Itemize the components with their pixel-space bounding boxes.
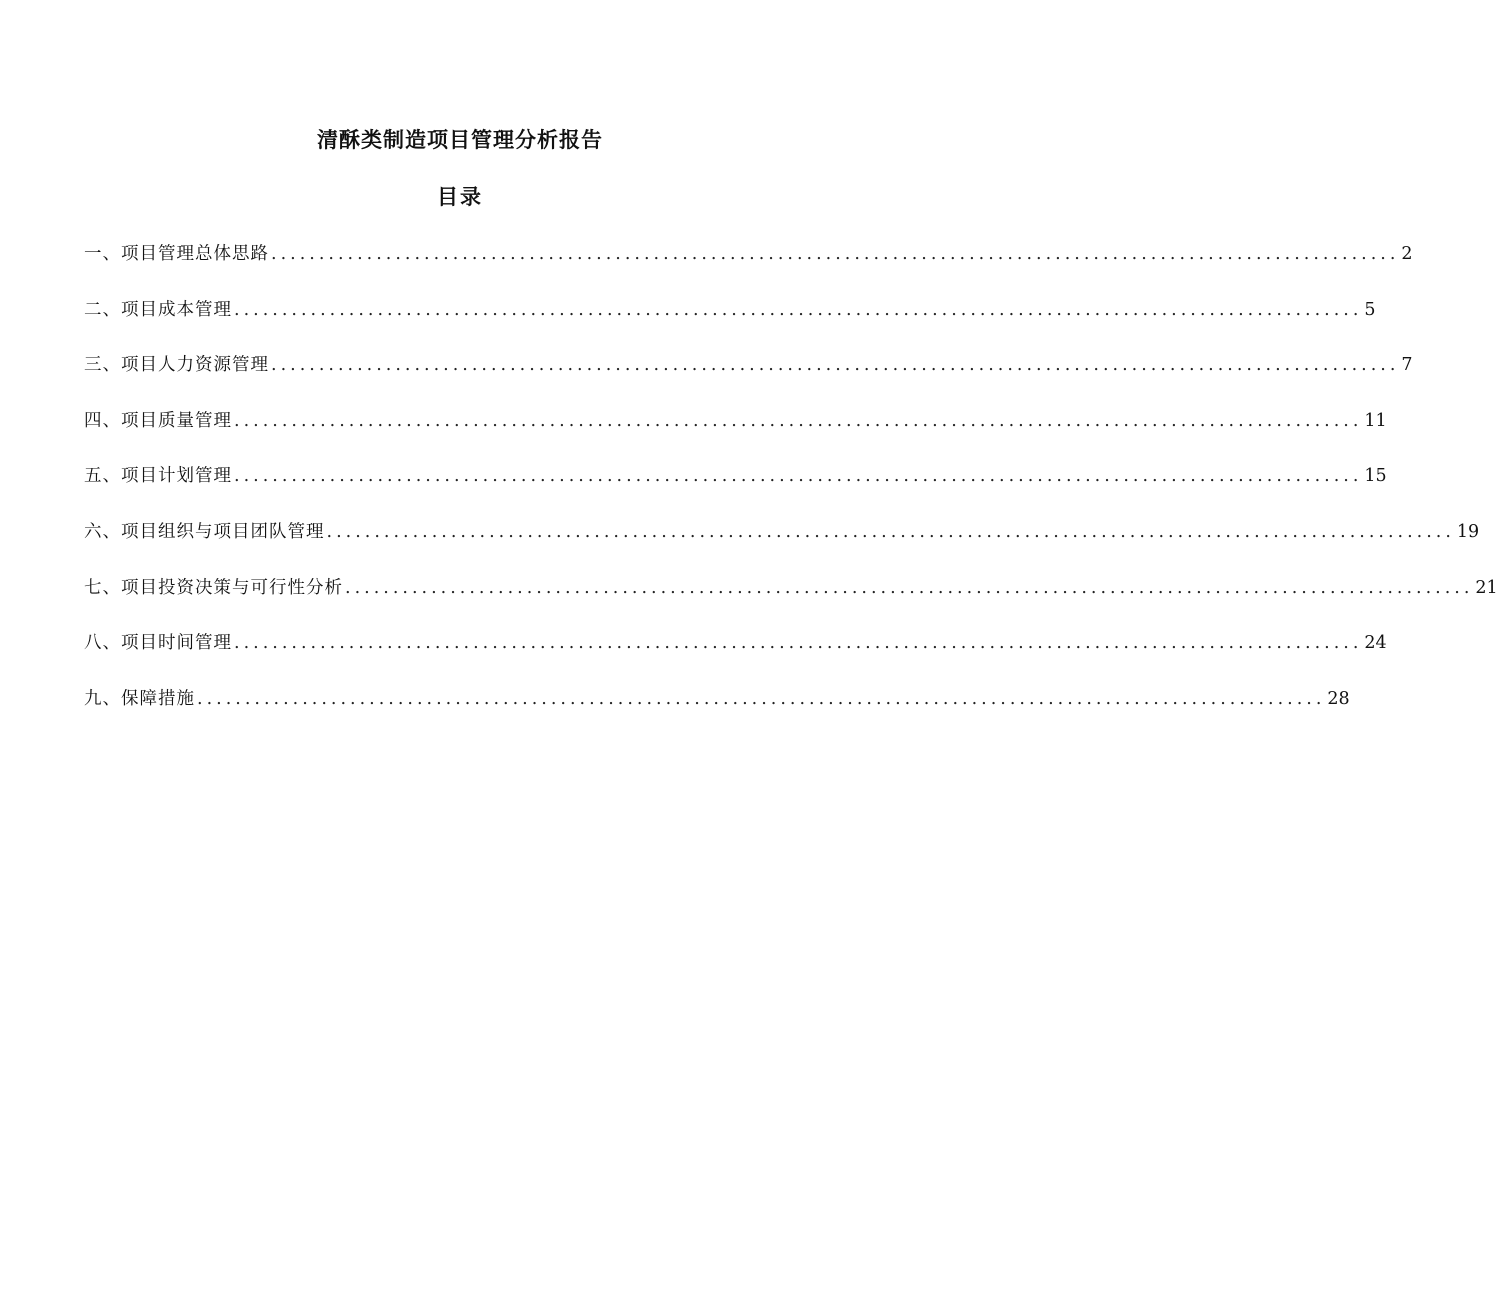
toc-page-number: 15	[1364, 466, 1387, 487]
toc-dot-leader: ......................................................................................................................	[234, 299, 1363, 320]
toc-page-number: 28	[1327, 688, 1350, 709]
toc-entry-label: 九、保障措施	[84, 688, 195, 709]
toc-dot-leader: ......................................................................................................................	[234, 633, 1363, 654]
toc-dot-leader: ......................................................................................................................	[271, 244, 1400, 264]
toc-entry-label: 一、项目管理总体思路	[84, 244, 269, 264]
table-of-contents	[84, 238, 1498, 738]
toc-dot-leader: ......................................................................................................................	[234, 466, 1363, 487]
toc-entry[interactable]	[84, 516, 1480, 548]
toc-page-number: 5	[1364, 299, 1376, 320]
toc-page-number: 24	[1364, 633, 1387, 654]
toc-heading: 目录	[437, 184, 483, 209]
toc-entry[interactable]	[84, 238, 1413, 270]
toc-page-number: 19	[1456, 521, 1480, 542]
toc-page-number: 2	[1401, 244, 1413, 264]
toc-entry[interactable]	[84, 405, 1387, 437]
toc-dot-leader: ......................................................................................................................	[234, 410, 1363, 431]
toc-entry-label: 二、项目成本管理	[84, 299, 232, 320]
document-title: 清酥类制造项目管理分析报告	[317, 127, 603, 152]
toc-page-number: 11	[1364, 410, 1387, 431]
toc-dot-leader: ......................................................................................................................	[271, 355, 1400, 376]
toc-page-number: 7	[1401, 355, 1413, 376]
toc-entry[interactable]	[84, 349, 1413, 381]
toc-entry-label: 八、项目时间管理	[84, 633, 232, 654]
toc-entry-label: 五、项目计划管理	[84, 466, 232, 487]
toc-dot-leader: ......................................................................................................................	[345, 577, 1474, 598]
toc-page-number: 21	[1475, 577, 1498, 598]
toc-entry[interactable]	[84, 294, 1376, 326]
toc-entry-label: 七、项目投资决策与可行性分析	[84, 577, 343, 598]
toc-dot-leader: ......................................................................................................................	[326, 521, 1455, 542]
toc-entry[interactable]	[84, 572, 1498, 604]
toc-entry[interactable]	[84, 683, 1350, 715]
toc-entry-label: 六、项目组织与项目团队管理	[84, 521, 325, 542]
toc-dot-leader: ......................................................................................................................	[197, 688, 1326, 709]
toc-entry-label: 三、项目人力资源管理	[84, 355, 269, 376]
toc-entry-label: 四、项目质量管理	[84, 410, 232, 431]
toc-entry[interactable]	[84, 627, 1387, 659]
toc-entry[interactable]	[84, 460, 1387, 492]
